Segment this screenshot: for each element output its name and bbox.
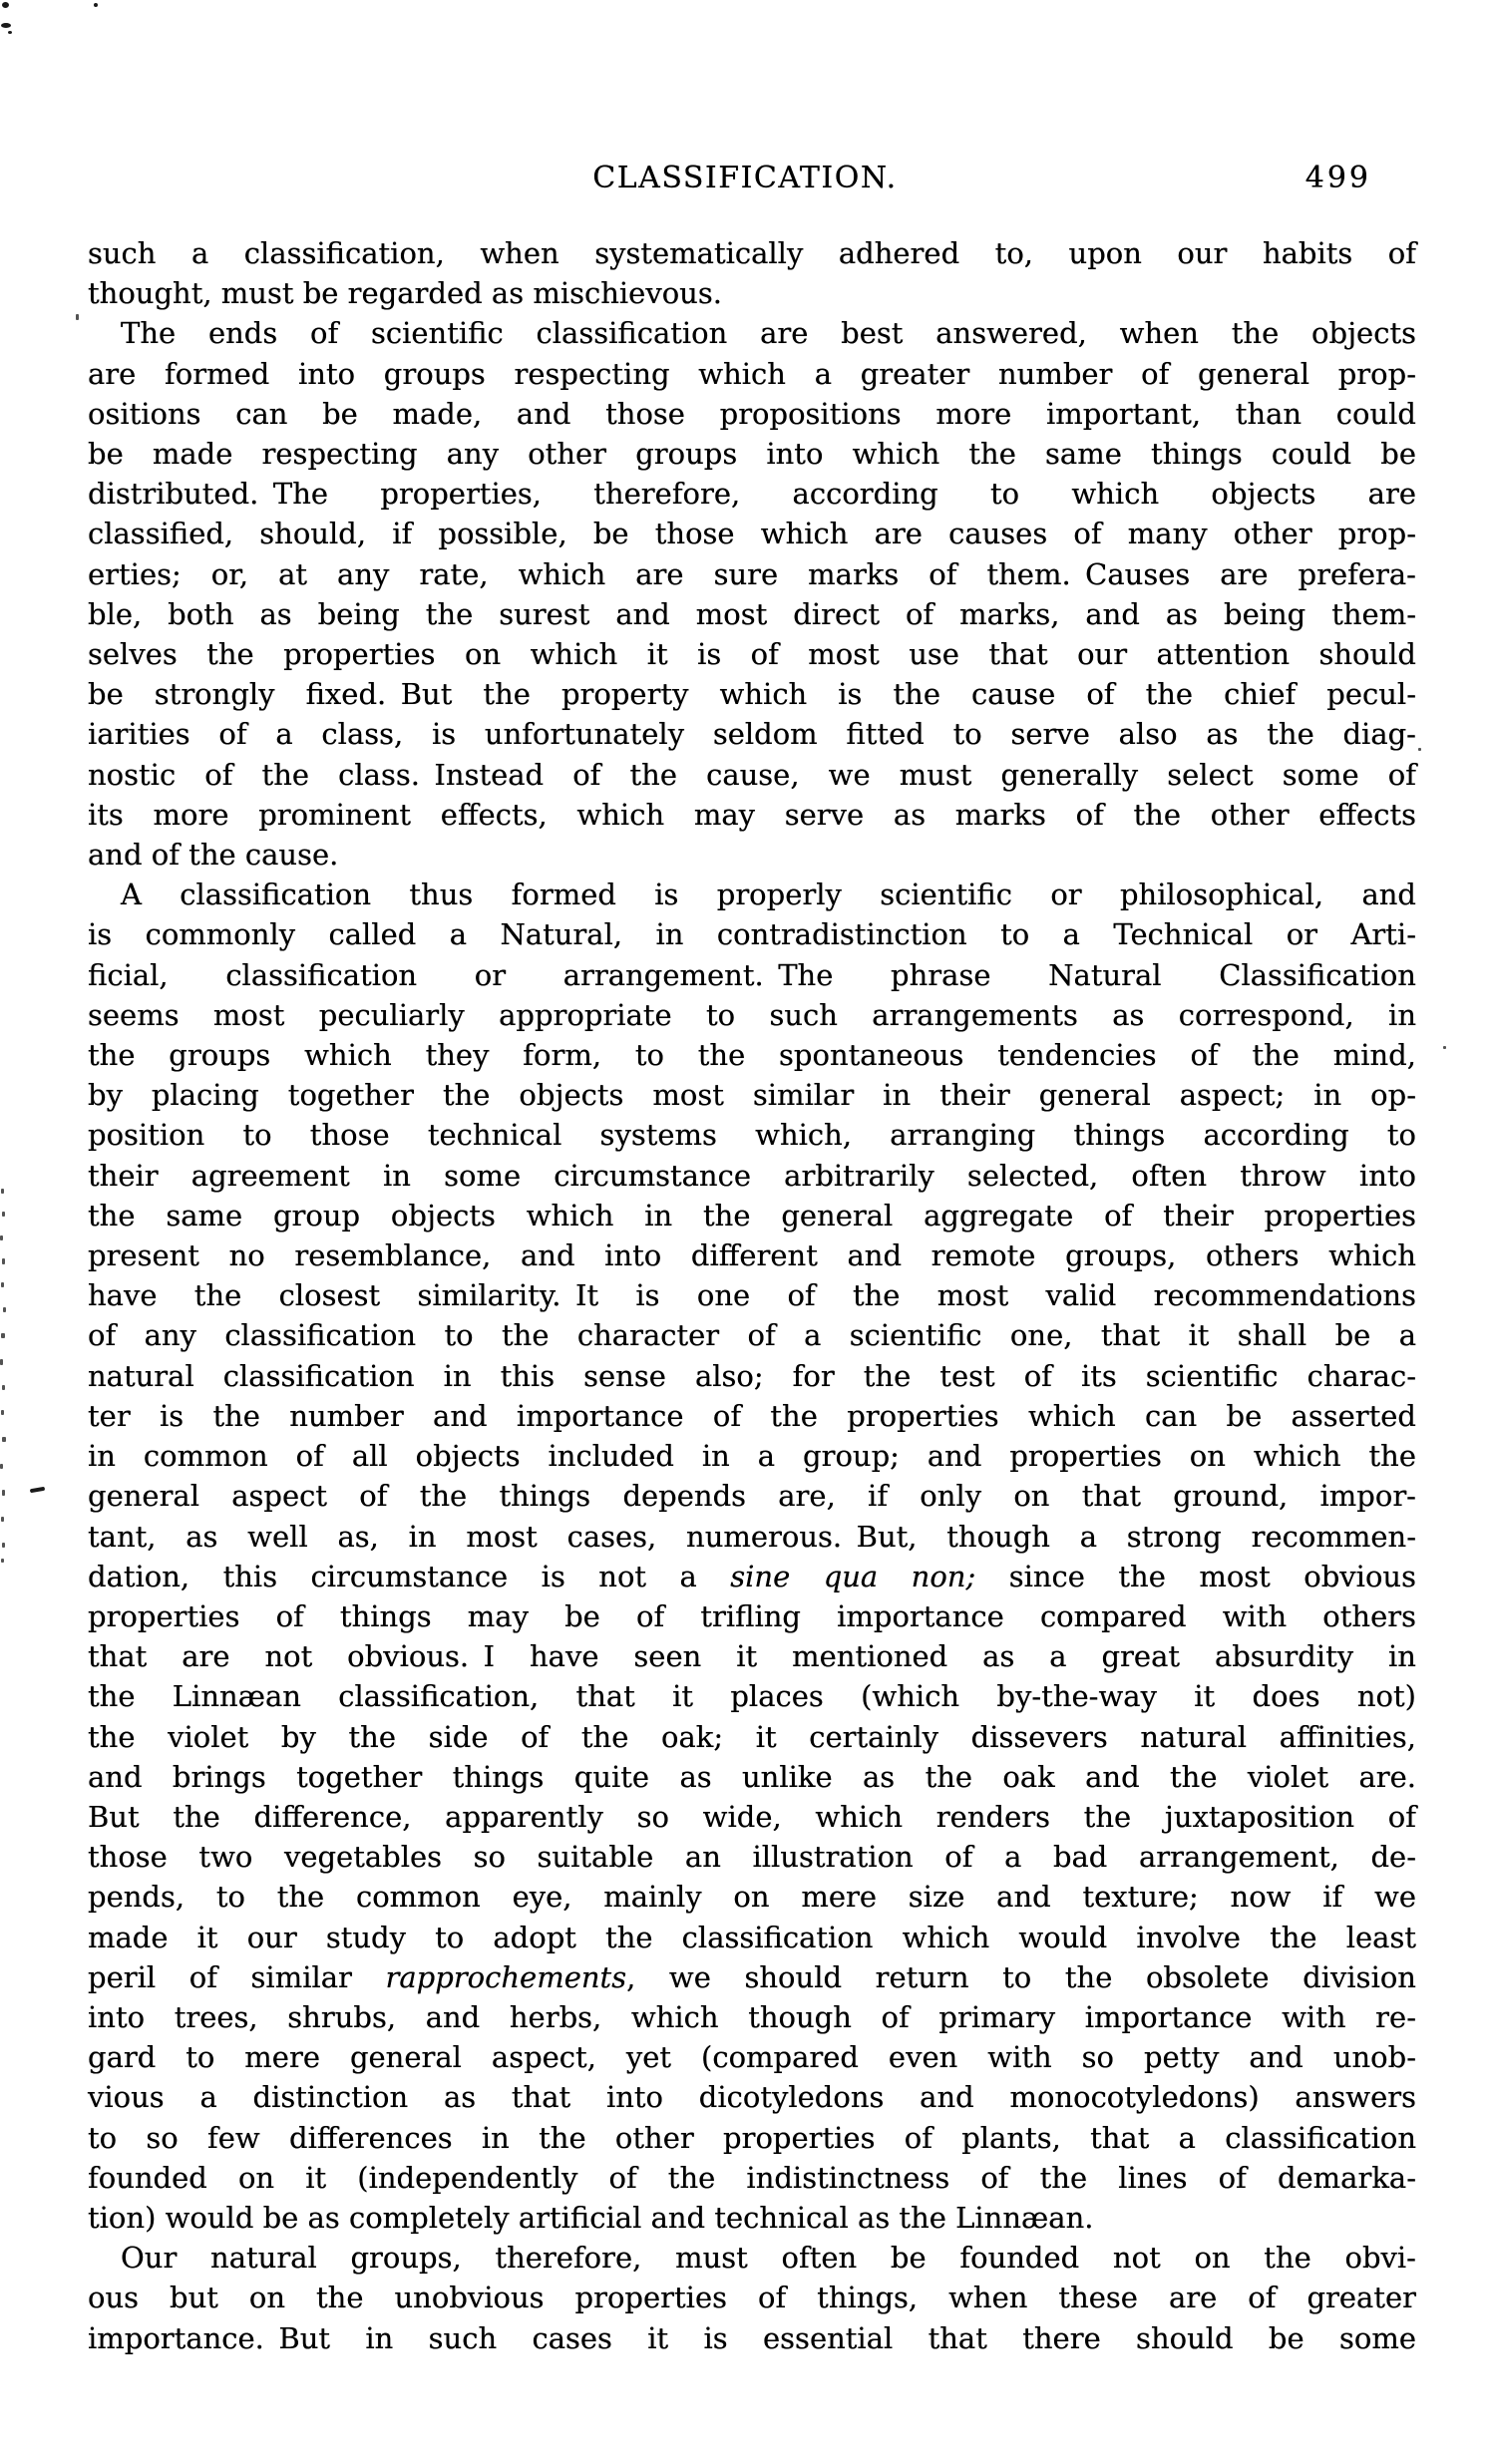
scan-artifact: [94, 3, 98, 7]
text-segment: is commonly called a Natural, in contradistinction to a Technical or Arti-: [88, 917, 1416, 952]
scan-artifact: [2, 1385, 5, 1390]
italic-phrase: rapprochements: [385, 1959, 627, 1994]
page-number: 499: [1304, 161, 1371, 195]
text-segment: in common of all objects included in a group; and properties on which the: [88, 1439, 1416, 1474]
text-segment: ficial, classification or arrangement. The phrase Natural Classification: [88, 957, 1416, 992]
text-line: [88, 955, 1416, 995]
text-line: [88, 1918, 1416, 1957]
text-line: [88, 1275, 1416, 1315]
text-line: [88, 2318, 1416, 2358]
text-segment: the groups which they form, to the spontaneous tendencies of the mind,: [88, 1038, 1416, 1073]
text-segment: to so few differences in the other properties of plants, that a classification: [88, 2120, 1416, 2155]
text-line: [88, 1115, 1416, 1155]
text-line: [88, 1837, 1416, 1877]
page-body: [88, 233, 1416, 2358]
text-line: [88, 1517, 1416, 1557]
text-line: [88, 474, 1416, 514]
text-line: [88, 554, 1416, 594]
text-line: [88, 875, 1416, 914]
scan-artifact: [30, 1487, 45, 1494]
italic-phrase: sine qua non;: [730, 1559, 976, 1593]
text-line: [88, 2037, 1416, 2077]
text-line: [88, 1757, 1416, 1797]
text-segment: ble, both as being the surest and most direct of marks, and as being them-: [88, 596, 1416, 631]
text-segment: general aspect of the things depends are, if only on that ground, impor-: [88, 1479, 1416, 1514]
text-segment: ositions can be made, and those propositions more important, than could: [88, 396, 1416, 431]
text-line: [88, 634, 1416, 674]
text-segment: tant, as well as, in most cases, numerous. But, though a strong recommen-: [88, 1519, 1416, 1554]
scan-artifact: [2, 1543, 5, 1548]
text-line: [88, 273, 1416, 313]
text-line: [88, 1476, 1416, 1516]
text-line: [88, 2198, 1416, 2238]
text-segment: gard to mere general aspect, yet (compared even with so petty and unob-: [88, 2040, 1416, 2075]
paragraph: [88, 313, 1416, 875]
scan-artifact: [1, 1189, 4, 1194]
text-segment: its more prominent effects, which may serve as marks of the other effects: [88, 797, 1416, 832]
scan-artifact: [1, 1559, 4, 1563]
scan-artifact: [0, 1235, 3, 1240]
scan-artifact: [1, 1517, 4, 1522]
scan-artifact: [0, 1464, 3, 1469]
scan-artifact: [1, 1333, 5, 1338]
text-line: [88, 1035, 1416, 1075]
running-head-title: CLASSIFICATION.: [592, 161, 898, 195]
text-segment: that are not obvious. I have seen it mentioned as a great absurdity in: [88, 1639, 1416, 1674]
text-segment: be made respecting any other groups into which the same things could be: [88, 437, 1416, 472]
paragraph: [88, 2238, 1416, 2358]
text-segment: into trees, shrubs, and herbs, which though of primary importance with re-: [88, 1999, 1416, 2034]
scan-artifact: [1443, 1046, 1446, 1049]
text-line: [88, 1356, 1416, 1396]
text-line: [88, 1156, 1416, 1196]
text-line: [88, 1075, 1416, 1115]
text-segment: the violet by the side of the oak; it certainly dissevers natural affinities,: [88, 1719, 1416, 1754]
text-segment: dation, this circumstance is not a: [88, 1559, 731, 1593]
text-segment: , we should return to the obsolete division: [626, 1959, 1416, 1994]
text-segment: since the most obvious: [975, 1559, 1416, 1593]
text-line: [88, 1877, 1416, 1917]
scan-artifact: [76, 314, 79, 320]
text-line: [88, 835, 1416, 875]
text-segment: ter is the number and importance of the properties which can be asserted: [88, 1398, 1416, 1433]
text-line: [88, 594, 1416, 634]
text-line: [88, 914, 1416, 954]
text-line: [88, 995, 1416, 1035]
text-line: [88, 755, 1416, 795]
scan-artifact: [0, 1359, 3, 1365]
text-segment: and brings together things quite as unlike as the oak and the violet are.: [88, 1759, 1416, 1794]
text-line: [88, 1636, 1416, 1676]
text-line: [88, 674, 1416, 714]
text-segment: seems most peculiarly appropriate to such arrangements as correspond, in: [88, 997, 1416, 1032]
text-segment: of any classification to the character of a scientific one, that it shall be a: [88, 1318, 1416, 1353]
text-segment: nostic of the class. Instead of the cause, we must generally select some of: [88, 757, 1416, 792]
scan-artifact: [2, 1212, 5, 1217]
text-segment: tion) would be as completely artificial and technical as the Linnæan.: [88, 2200, 1094, 2235]
text-segment: position to those technical systems which, arranging things according to: [88, 1118, 1416, 1153]
text-segment: natural classification in this sense also; for the test of its scientific charac-: [88, 1358, 1416, 1393]
text-segment: be strongly fixed. But the property which is the cause of the chief pecul-: [88, 677, 1416, 712]
paragraph: [88, 233, 1416, 313]
text-segment: their agreement in some circumstance arbitrarily selected, often throw into: [88, 1158, 1416, 1193]
text-line: [88, 1235, 1416, 1275]
scan-artifact: [2, 1258, 5, 1264]
text-segment: The ends of scientific classification are best answered, when the objects: [121, 316, 1416, 351]
text-line: [88, 1717, 1416, 1757]
text-segment: founded on it (independently of the indistinctness of the lines of demarka-: [88, 2160, 1416, 2195]
text-line: [88, 714, 1416, 754]
scan-artifact: [2, 1490, 5, 1496]
scan-artifact: [2, 1437, 6, 1442]
scan-artifact: [1418, 748, 1421, 751]
scan-artifact: [3, 1307, 6, 1312]
text-line: [88, 1596, 1416, 1636]
text-line: [88, 2077, 1416, 2117]
text-segment: erties; or, at any rate, which are sure marks of them. Causes are prefera-: [88, 556, 1416, 591]
text-line: [88, 2278, 1416, 2317]
text-line: [88, 1196, 1416, 1235]
text-segment: iarities of a class, is unfortunately seldom fitted to serve also as the diag-: [88, 717, 1416, 752]
text-line: [88, 1557, 1416, 1596]
text-segment: ous but on the unobvious properties of things, when these are of greater: [88, 2281, 1416, 2315]
text-segment: by placing together the objects most similar in their general aspect; in op-: [88, 1078, 1416, 1113]
text-segment: have the closest similarity. It is one of the most valid recommendations: [88, 1278, 1416, 1313]
scan-artifact: [8, 31, 12, 34]
text-line: [88, 1676, 1416, 1716]
text-line: [88, 1436, 1416, 1476]
text-segment: thought, must be regarded as mischievous.: [88, 276, 722, 311]
text-line: [88, 394, 1416, 434]
text-segment: and of the cause.: [88, 838, 339, 873]
text-line: [88, 2158, 1416, 2198]
paragraph: [88, 875, 1416, 2238]
text-segment: selves the properties on which it is of most use that our attention should: [88, 637, 1416, 672]
text-segment: the Linnæan classification, that it places (which by-the-way it does not): [88, 1679, 1416, 1714]
text-line: [88, 2238, 1416, 2278]
text-segment: properties of things may be of trifling importance compared with others: [88, 1598, 1416, 1633]
text-line: [88, 233, 1416, 273]
text-line: [88, 1396, 1416, 1436]
text-line: [88, 795, 1416, 835]
text-segment: those two vegetables so suitable an illustration of a bad arrangement, de-: [88, 1840, 1416, 1875]
text-segment: But the difference, apparently so wide, which renders the juxtaposition of: [88, 1799, 1416, 1834]
text-segment: peril of similar: [88, 1959, 386, 1994]
text-line: [88, 1997, 1416, 2037]
scan-artifact: [1, 1410, 4, 1415]
text-line: [88, 434, 1416, 474]
text-segment: such a classification, when systematically adhered to, upon our habits of: [88, 236, 1416, 270]
text-segment: importance. But in such cases it is essential that there should be some: [88, 2320, 1416, 2355]
text-segment: pends, to the common eye, mainly on mere size and texture; now if we: [88, 1880, 1416, 1915]
text-segment: Our natural groups, therefore, must often be founded not on the obvi-: [121, 2241, 1416, 2276]
text-line: [88, 1957, 1416, 1997]
text-line: [88, 1315, 1416, 1355]
text-line: [88, 313, 1416, 353]
text-segment: present no resemblance, and into different and remote groups, others which: [88, 1238, 1416, 1273]
text-line: [88, 354, 1416, 394]
text-segment: classified, should, if possible, be those which are causes of many other prop-: [88, 517, 1416, 551]
text-line: [88, 514, 1416, 553]
text-segment: A classification thus formed is properly scientific or philosophical, and: [121, 878, 1416, 912]
text-line: [88, 2118, 1416, 2158]
scan-artifact: [2, 2, 9, 8]
text-segment: the same group objects which in the general aggregate of their properties: [88, 1198, 1416, 1232]
scan-artifact: [1, 1282, 4, 1287]
scan-artifact: [1, 23, 11, 28]
text-segment: distributed. The properties, therefore, according to which objects are: [88, 477, 1416, 512]
text-segment: made it our study to adopt the classification which would involve the least: [88, 1920, 1416, 1954]
text-line: [88, 1797, 1416, 1837]
text-segment: are formed into groups respecting which a greater number of general prop-: [88, 356, 1416, 391]
text-segment: vious a distinction as that into dicotyledons and monocotyledons) answers: [88, 2080, 1416, 2115]
